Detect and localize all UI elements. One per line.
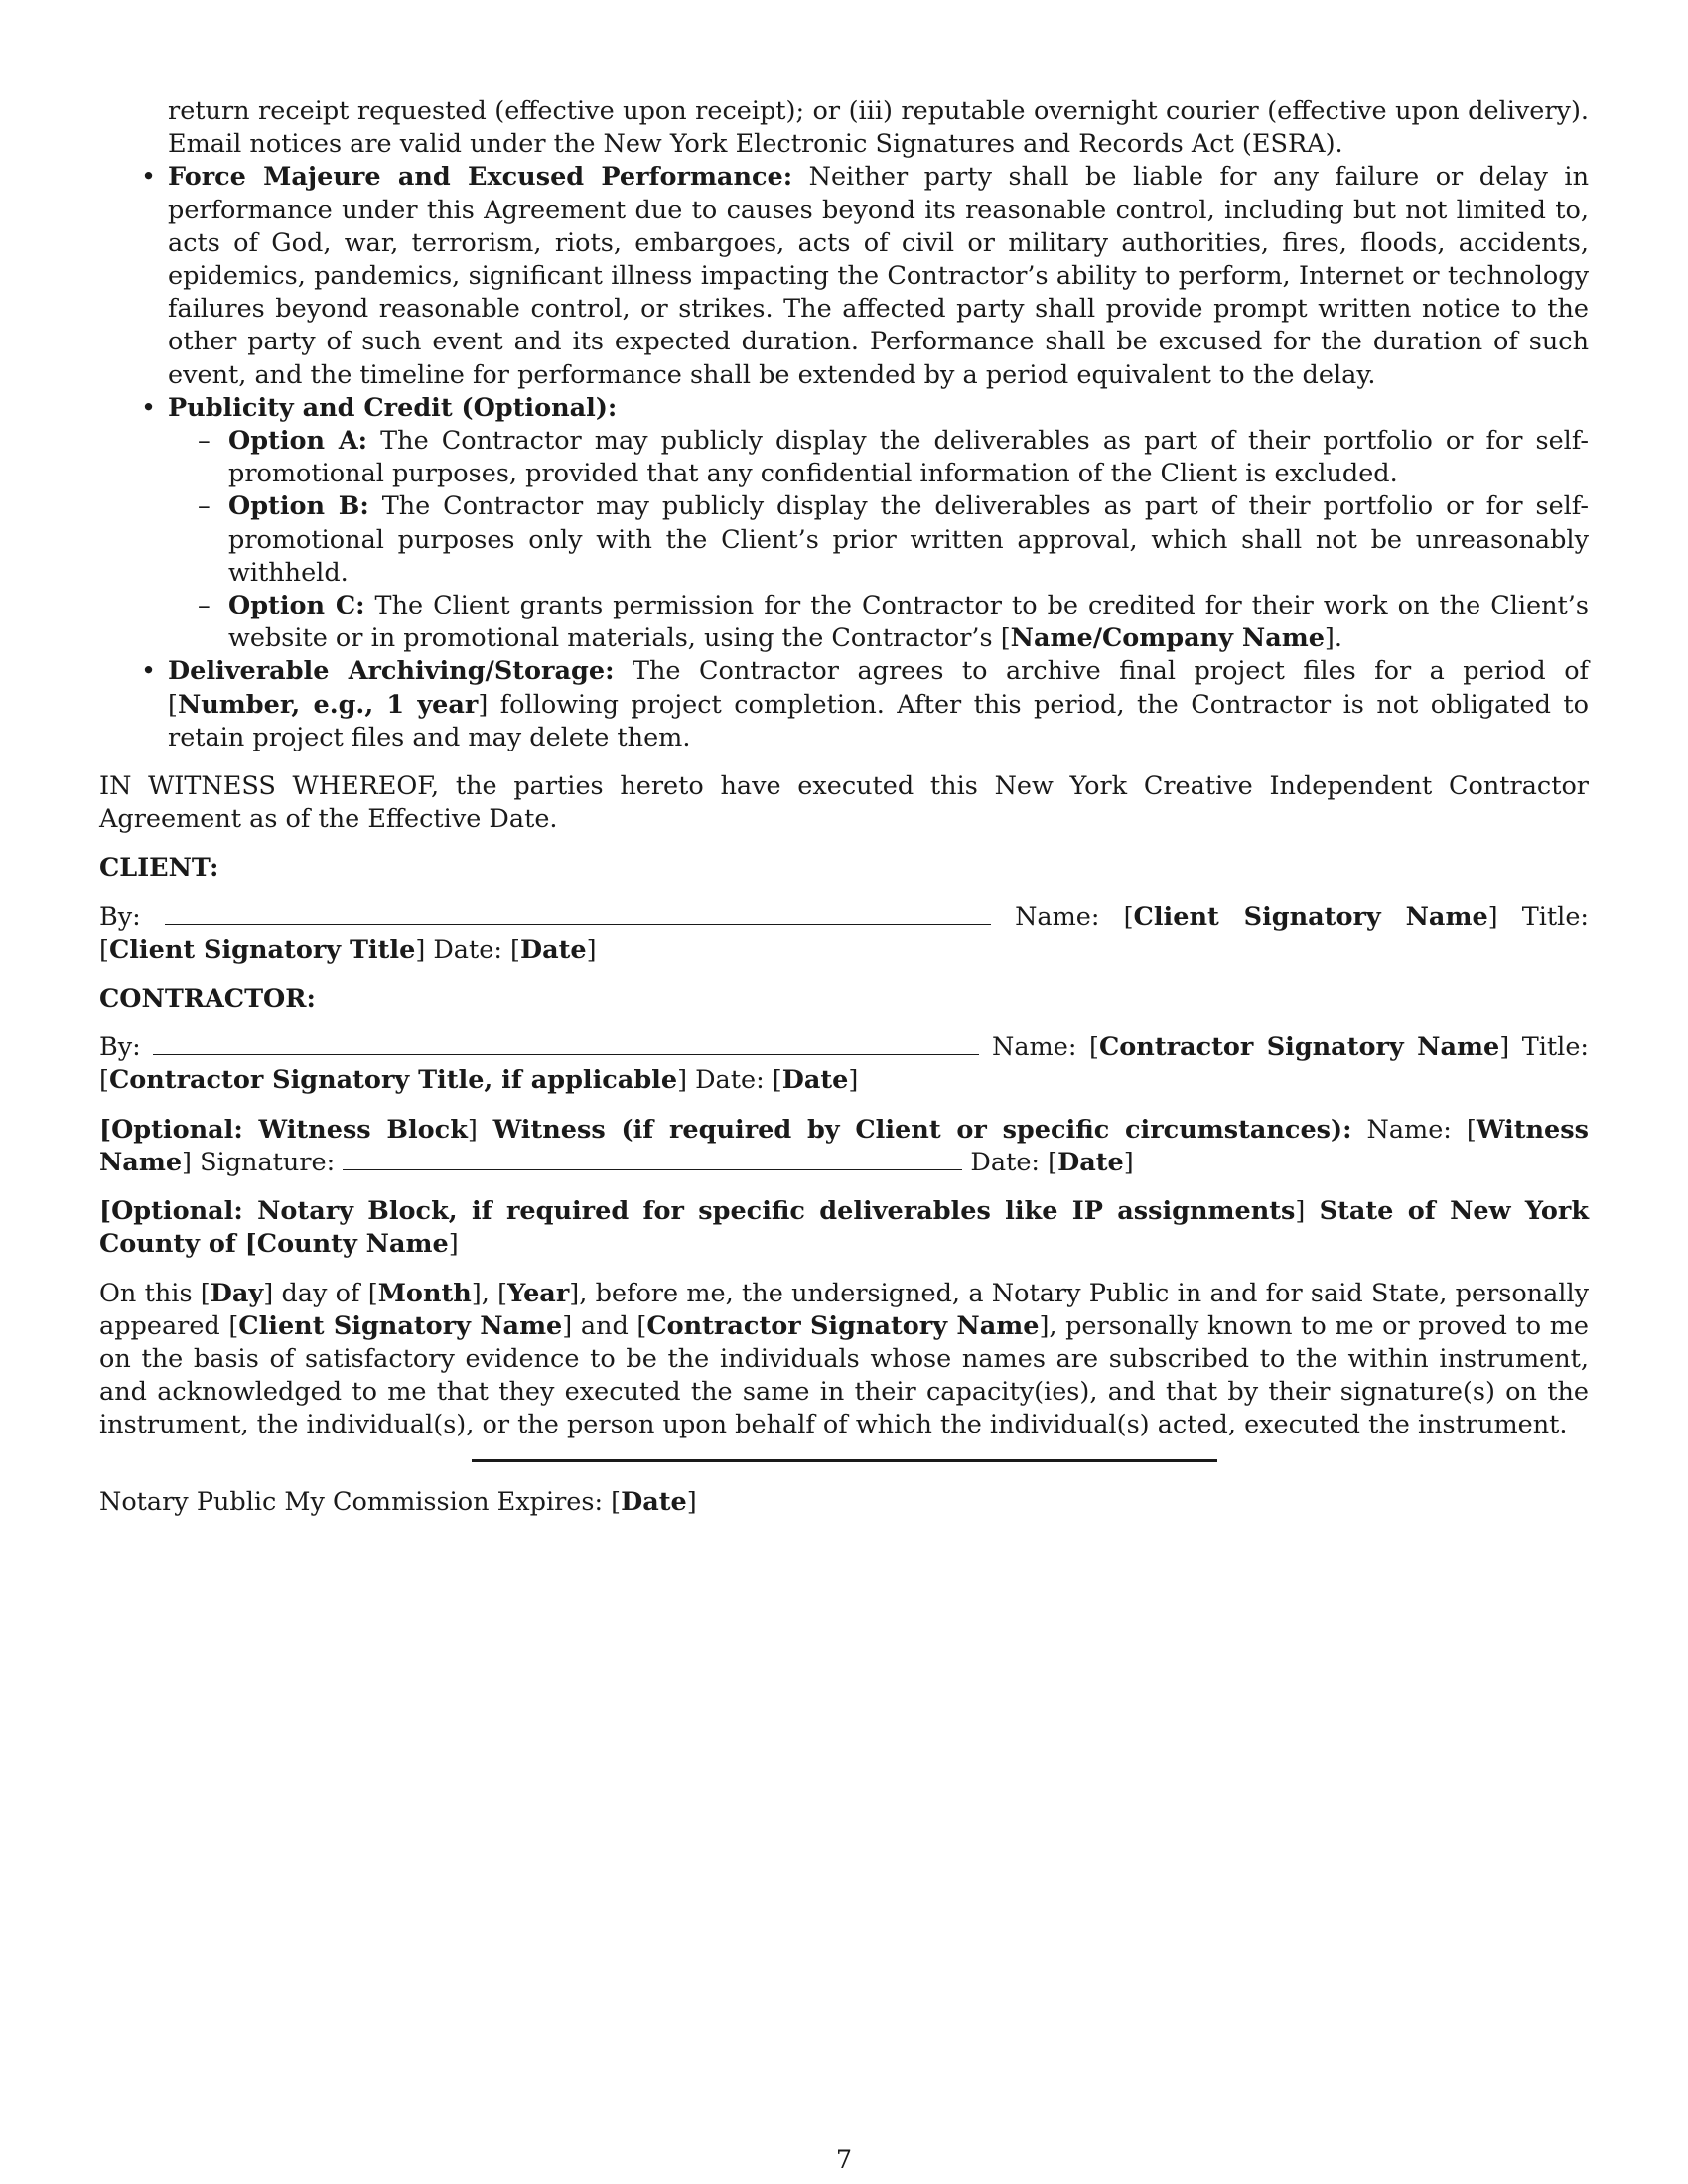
title-label: ] Title: [ (99, 901, 1590, 965)
optional-label: Optional: Witness Block (111, 1114, 468, 1145)
title-label: ] Title: [ (99, 1032, 1590, 1096)
bracket: ] (686, 1487, 697, 1517)
date-label: Date: [ (962, 1147, 1058, 1177)
dash-icon: – (198, 591, 211, 621)
witness-block: [Optional: Witness Block] Witness (if required by Client or specific circumstances): Name: [Witness Name] Signature: Date: [Date] (99, 1114, 1589, 1177)
contractor-heading: CONTRACTOR: (99, 984, 316, 1015)
option-text: ]. (1324, 623, 1342, 654)
placeholder: Date (1057, 1147, 1124, 1177)
clause-text: ] following project completion. After this period, the Contractor is not obligated to retain project files and may delete them. (168, 689, 1589, 752)
option-text: The Contractor may publicly display the deliverables as part of their portfolio or for self-promotional purposes only with the Client’s prior written approval, which shall not be unreasonably withheld. (228, 491, 1589, 588)
by-label: By: (99, 901, 141, 932)
bracket: ] (1123, 1147, 1134, 1177)
clause-list (99, 95, 1589, 754)
option-label: Option C: (228, 591, 365, 621)
placeholder: Day (210, 1278, 264, 1308)
dash-icon: – (198, 491, 211, 522)
client-heading: CLIENT: (99, 853, 219, 884)
page-number: 7 (835, 2145, 853, 2175)
state-label: State of New York County of [ (99, 1196, 1589, 1260)
dash-icon: – (198, 426, 211, 457)
clause-text: The Contractor agrees to archive final project files for a period of [ (168, 656, 1589, 720)
date-label: ] Date: [ (677, 1065, 782, 1096)
placeholder: Contractor Signatory Name (1098, 1032, 1500, 1063)
option-label: Option B: (228, 491, 369, 522)
placeholder: Witness Name (99, 1114, 1589, 1177)
text: ] day of [ (263, 1278, 378, 1308)
text: ] and [ (562, 1310, 647, 1341)
bullet-icon: • (141, 392, 157, 423)
list-item (168, 590, 1589, 655)
notary-signature-line[interactable] (472, 1459, 1217, 1462)
bullet-icon: • (141, 162, 157, 193)
bracket: ] (586, 934, 597, 965)
option-text: The Client grants permission for the Contractor to be credited for their work on the Client’s website or in promotional materials, using the Contractor’s [ (228, 591, 1589, 654)
placeholder: Date (621, 1487, 687, 1517)
clause-text: Neither party shall be liable for any failure or delay in performance under this Agreement due to causes beyond its reasonable control, including but not limited to, acts of God, war, terrorism, riots, embargoes, acts of civil or military authorities, fires, floods, accidents, epidemics, pandemics, significant illness impacting the Contractor’s ability to perform, Internet or technology failures beyond reasonable control, or strikes. The affected party shall provide prompt written notice to the other party of such event and its expected duration. Performance shall be excused for the duration of such event, and the timeline for performance shall be extended by a period equivalent to the delay. (168, 162, 1589, 390)
expiry-label: Notary Public My Commission Expires: [ (99, 1487, 622, 1517)
placeholder: Client Signatory Name (1133, 901, 1488, 932)
name-label: Name: [ (992, 1032, 1099, 1063)
witness-paragraph: IN WITNESS WHEREOF, the parties hereto have executed this New York Creative Independent Contractor Agreement as of the Effective Date. (99, 771, 1589, 835)
option-text: The Contractor may publicly display the deliverables as part of their portfolio or for self-promotional purposes, provided that any confidential information of the Client is excluded. (228, 426, 1589, 489)
signature-label: ] Signature: (182, 1147, 336, 1177)
date-label: ] Date: [ (415, 934, 520, 965)
text: On this [ (99, 1278, 211, 1308)
placeholder: Contractor Signatory Title, if applicable (108, 1065, 678, 1096)
by-label: By: (99, 1032, 141, 1063)
name-label: Name: [ (1015, 901, 1134, 932)
clause-label: Publicity and Credit (Optional): (168, 392, 618, 423)
placeholder: Date (781, 1065, 849, 1096)
signature-line[interactable] (165, 902, 991, 925)
list-item (99, 655, 1589, 754)
placeholder: Contractor Signatory Name (646, 1310, 1040, 1341)
option-list (168, 425, 1589, 655)
placeholder: Name/Company Name (1010, 623, 1325, 654)
bracket: ] (848, 1065, 859, 1096)
list-item (99, 95, 1589, 161)
placeholder: Year (507, 1278, 570, 1308)
notice-continuation: return receipt requested (effective upon receipt); or (iii) reputable overnight courier (effective upon delivery). Email notices are valid under the New York Electronic Signatures and Records Act (ESRA). (168, 96, 1589, 160)
bullet-icon: • (141, 656, 157, 687)
placeholder: Date (520, 934, 587, 965)
document-page (99, 95, 1589, 1442)
list-item (99, 392, 1589, 656)
placeholder: Number, e.g., 1 year (177, 689, 479, 720)
contractor-signature-block (99, 1031, 1589, 1097)
placeholder: Client Signatory Name (238, 1310, 563, 1341)
optional-label: Optional: Notary Block, if required for specific deliverables like IP assignments (111, 1196, 1296, 1227)
option-label: Option A: (228, 426, 368, 457)
signature-line[interactable] (343, 1148, 962, 1170)
signature-line[interactable] (153, 1032, 979, 1055)
text: ], personally known to me or proved to me on the basis of satisfactory evidence to be the individuals whose names are subscribed to the within instrument, and acknowledged to me that they executed the same in their capacity(ies), and that by their signature(s) on the instrument, the individual(s), or the person upon behalf of which the individual(s) acted, executed the instrument. (99, 1310, 1590, 1440)
placeholder: Client Signatory Title (108, 934, 416, 965)
list-item (99, 161, 1589, 391)
clause-label: Force Majeure and Excused Performance: (168, 162, 793, 193)
clause-label: Deliverable Archiving/Storage: (168, 656, 615, 687)
placeholder: County Name (256, 1229, 449, 1260)
witness-heading: Witness (if required by Client or specific circumstances): (477, 1114, 1352, 1145)
list-item (168, 490, 1589, 590)
notary-expiry (99, 1486, 697, 1519)
list-item (168, 425, 1589, 490)
client-signature-block (99, 901, 1589, 967)
notary-block-heading: [Optional: Notary Block, if required for specific deliverables like IP assignments] State of New York County of [County Name] (99, 1196, 1589, 1260)
notary-paragraph (99, 1278, 1589, 1442)
text: ], before me, the undersigned, a Notary Public in and for said State, personally appeared [ (99, 1278, 1590, 1341)
bracket: ] (448, 1229, 459, 1260)
name-label: Name: [ (1351, 1114, 1477, 1145)
text: ], [ (471, 1278, 508, 1308)
placeholder: Month (377, 1278, 472, 1308)
